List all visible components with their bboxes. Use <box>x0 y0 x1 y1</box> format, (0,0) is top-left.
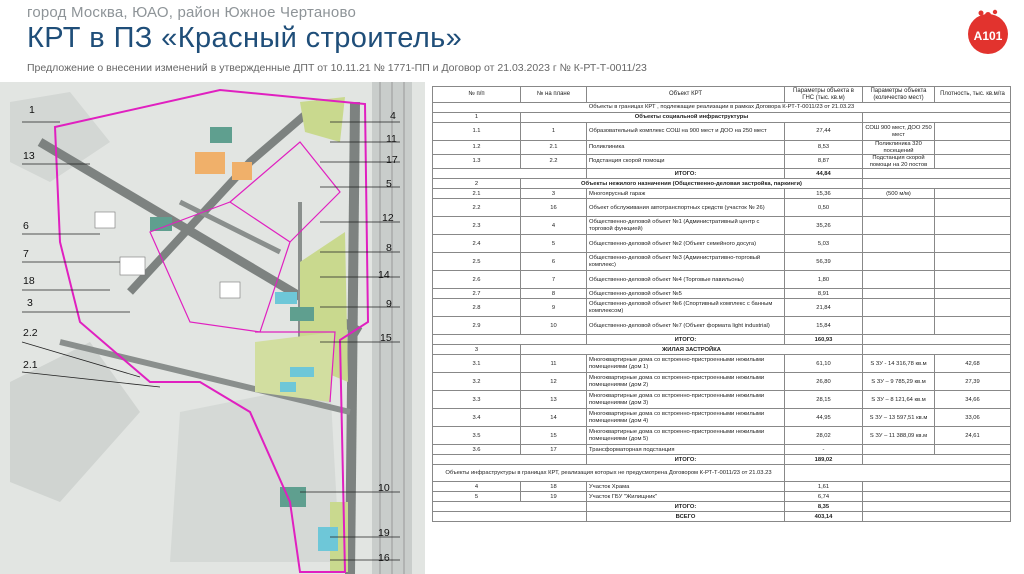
row-number: 5 <box>433 492 521 502</box>
total-value: 8,35 <box>785 502 863 512</box>
row-places: Поликлиника 320 посещений <box>863 141 935 155</box>
row-number: 3.2 <box>433 373 521 391</box>
table-row <box>433 155 1011 169</box>
total-empty-cell <box>433 169 587 179</box>
row-object-name: Многоквартирные дома со встроенно-пристроенными нежилыми помещениями (дом 5) <box>587 427 785 445</box>
row-places: S ЗУ – 13 597,51 кв.м <box>863 409 935 427</box>
map-label-12: 12 <box>382 212 394 224</box>
row-number: 2.6 <box>433 271 521 289</box>
section-empty-cell <box>863 113 1011 123</box>
table-caption-row <box>433 103 1011 113</box>
outside-empty-cell <box>785 465 1011 482</box>
total-label: ИТОГО: <box>587 455 785 465</box>
row-number: 3.1 <box>433 355 521 373</box>
row-object-name: Общественно-деловой объект №7 (Объект формата light industrial) <box>587 317 785 335</box>
row-number: 1.1 <box>433 123 521 141</box>
header-plan-num: № на плане <box>521 87 587 103</box>
row-number: 4 <box>433 482 521 492</box>
row-object-name: Общественно-деловой объект №3 (Административно-торговый комплекс) <box>587 253 785 271</box>
map-label-1: 1 <box>29 104 35 116</box>
row-plan-number: 16 <box>521 199 587 217</box>
row-object-name: Многоярусный гараж <box>587 189 785 199</box>
row-plan-number: 12 <box>521 373 587 391</box>
row-places: S ЗУ – 11 388,09 кв.м <box>863 427 935 445</box>
row-density: 33,06 <box>935 409 1011 427</box>
row-gns-value: 6,74 <box>785 492 863 502</box>
a101-logo <box>965 9 1011 55</box>
map-label-19: 19 <box>378 527 390 539</box>
row-gns-value: 27,44 <box>785 123 863 141</box>
section-total-row <box>433 455 1011 465</box>
row-object-name: Многоквартирные дома со встроенно-пристроенными нежилыми помещениями (дом 2) <box>587 373 785 391</box>
row-gns-value: 15,36 <box>785 189 863 199</box>
row-plan-number: 11 <box>521 355 587 373</box>
map-label-3: 3 <box>27 297 33 309</box>
grand-total-row <box>433 512 1011 522</box>
row-plan-number: 6 <box>521 253 587 271</box>
row-gns-value: 44,95 <box>785 409 863 427</box>
row-gns-value: 8,53 <box>785 141 863 155</box>
total-label: ИТОГО: <box>587 169 785 179</box>
map-label-14: 14 <box>378 269 390 281</box>
row-number: 2.8 <box>433 299 521 317</box>
section-title: Объекты нежилого назначения (Общественно-деловая застройка, паркинги) <box>521 179 863 189</box>
row-plan-number: 13 <box>521 391 587 409</box>
row-number: 1.3 <box>433 155 521 169</box>
section-number: 3 <box>433 345 521 355</box>
location-subtitle: город Москва, ЮАО, район Южное Чертаново <box>27 4 356 21</box>
row-object-name: Общественно-деловой объект №1 (Административный центр с торговой функцией) <box>587 217 785 235</box>
row-density <box>935 189 1011 199</box>
total-value: 160,93 <box>785 335 863 345</box>
row-density: 34,66 <box>935 391 1011 409</box>
map-label-9: 9 <box>386 298 392 310</box>
row-density <box>935 445 1011 455</box>
row-places: S ЗУ - 14 316,78 кв.м <box>863 355 935 373</box>
row-density <box>935 141 1011 155</box>
row-density: 27,39 <box>935 373 1011 391</box>
row-empty-cell <box>863 482 1011 492</box>
row-object-name: Общественно-деловой объект №6 (Спортивный комплекс с банным комплексом) <box>587 299 785 317</box>
row-gns-value: 28,15 <box>785 391 863 409</box>
row-places: (500 м/м) <box>863 189 935 199</box>
row-number: 2.7 <box>433 289 521 299</box>
row-object-name: Подстанция скорой помощи <box>587 155 785 169</box>
row-places: СОШ 900 мест, ДОО 250 мест <box>863 123 935 141</box>
row-places <box>863 199 935 217</box>
row-empty-cell <box>863 492 1011 502</box>
table-row <box>433 373 1011 391</box>
row-object-name: Многоквартирные дома со встроенно-пристроенными нежилыми помещениями (дом 4) <box>587 409 785 427</box>
row-number: 2.5 <box>433 253 521 271</box>
total-label: ИТОГО: <box>587 502 785 512</box>
row-number: 2.1 <box>433 189 521 199</box>
table-row <box>433 289 1011 299</box>
table-row <box>433 189 1011 199</box>
total-value: 189,02 <box>785 455 863 465</box>
row-places <box>863 299 935 317</box>
row-places <box>863 271 935 289</box>
header-num: № п/п <box>433 87 521 103</box>
section-number: 2 <box>433 179 521 189</box>
row-density <box>935 123 1011 141</box>
row-object-name: Многоквартирные дома со встроенно-пристроенными нежилыми помещениями (дом 3) <box>587 391 785 409</box>
section-title: ЖИЛАЯ ЗАСТРОЙКА <box>521 345 863 355</box>
row-number: 3.5 <box>433 427 521 445</box>
site-plan-map <box>0 82 425 574</box>
table-row <box>433 355 1011 373</box>
row-gns-value: 8,87 <box>785 155 863 169</box>
row-plan-number: 9 <box>521 299 587 317</box>
section-empty-cell <box>863 345 1011 355</box>
row-places: S ЗУ – 9 785,29 кв.м <box>863 373 935 391</box>
total-empty-cell <box>433 455 587 465</box>
page-title: КРТ в ПЗ «Красный строитель» <box>27 22 463 54</box>
table-row <box>433 141 1011 155</box>
row-density <box>935 317 1011 335</box>
grand-total-value: 403,14 <box>785 512 863 522</box>
row-density: 42,68 <box>935 355 1011 373</box>
row-object-name: Общественно-деловой объект №4 (Торговые павильоны) <box>587 271 785 289</box>
outside-caption: Объекты инфраструктуры в границах КРТ, реализация которых не предусмотрена Договором К-РТ-Т-0011/23 от 21.03.23 <box>433 465 785 482</box>
row-places: Подстанция скорой помощи на 20 постов <box>863 155 935 169</box>
row-places <box>863 317 935 335</box>
table-row <box>433 482 1011 492</box>
krt-objects-table-container <box>432 86 1010 552</box>
section-header-row <box>433 345 1011 355</box>
table-row <box>433 427 1011 445</box>
row-gns-value: 0,50 <box>785 199 863 217</box>
row-plan-number: 7 <box>521 271 587 289</box>
row-density <box>935 199 1011 217</box>
row-density <box>935 253 1011 271</box>
row-density <box>935 289 1011 299</box>
section-total-row <box>433 335 1011 345</box>
table-row <box>433 217 1011 235</box>
row-density <box>935 155 1011 169</box>
row-gns-value: 56,39 <box>785 253 863 271</box>
map-label-4: 4 <box>390 110 396 122</box>
table-row <box>433 123 1011 141</box>
map-label-7: 7 <box>23 248 29 260</box>
row-density <box>935 235 1011 253</box>
row-plan-number: 14 <box>521 409 587 427</box>
proposal-subtitle: Предложение о внесении изменений в утвержденные ДПТ от 10.11.21 № 1771-ПП и Договор от 21.03.2023 г № К-РТ-Т-0011/23 <box>27 62 647 74</box>
row-number: 1.2 <box>433 141 521 155</box>
table-row <box>433 235 1011 253</box>
total-empty-cell <box>433 502 587 512</box>
row-number: 2.9 <box>433 317 521 335</box>
row-plan-number: 19 <box>521 492 587 502</box>
total-empty-cell <box>433 335 587 345</box>
grand-total-label: ВСЕГО <box>587 512 785 522</box>
table-row <box>433 253 1011 271</box>
row-plan-number: 1 <box>521 123 587 141</box>
row-object-name: Образовательный комплекс СОШ на 900 мест и ДОО на 250 мест <box>587 123 785 141</box>
table-row <box>433 271 1011 289</box>
section-empty-cell <box>863 179 1011 189</box>
row-gns-value: 15,84 <box>785 317 863 335</box>
row-plan-number: 10 <box>521 317 587 335</box>
header-gns: Параметры объекта в ГНС (тыс. кв.м) <box>785 87 863 103</box>
row-object-name: Объект обслуживания автотранспортных средств (участок № 26) <box>587 199 785 217</box>
row-gns-value: 26,80 <box>785 373 863 391</box>
row-places <box>863 217 935 235</box>
row-gns-value: 5,03 <box>785 235 863 253</box>
row-places <box>863 235 935 253</box>
header-object: Объект КРТ <box>587 87 785 103</box>
row-places <box>863 445 935 455</box>
row-places <box>863 289 935 299</box>
row-plan-number: 2.1 <box>521 141 587 155</box>
row-object-name: Поликлиника <box>587 141 785 155</box>
section-total-row <box>433 169 1011 179</box>
row-number: 3.6 <box>433 445 521 455</box>
row-plan-number: 15 <box>521 427 587 445</box>
row-object-name: Многоквартирные дома со встроенно-пристроенными нежилыми помещениями (дом 1) <box>587 355 785 373</box>
row-number: 2.3 <box>433 217 521 235</box>
table-row <box>433 317 1011 335</box>
row-gns-value: 61,10 <box>785 355 863 373</box>
outside-caption-row <box>433 465 1011 482</box>
site-plan-drawing <box>0 82 425 574</box>
map-label-13: 13 <box>23 150 35 162</box>
row-number: 2.4 <box>433 235 521 253</box>
row-object-name: Трансформаторная подстанция <box>587 445 785 455</box>
map-label-18: 18 <box>23 275 35 287</box>
table-row <box>433 409 1011 427</box>
row-gns-value: 35,26 <box>785 217 863 235</box>
row-gns-value: 8,91 <box>785 289 863 299</box>
row-density <box>935 217 1011 235</box>
section-header-row <box>433 113 1011 123</box>
header-density: Плотность, тыс. кв.м/га <box>935 87 1011 103</box>
map-label-11: 11 <box>386 133 397 145</box>
row-plan-number: 5 <box>521 235 587 253</box>
map-label-8: 8 <box>386 242 392 254</box>
row-plan-number: 3 <box>521 189 587 199</box>
total-empty-cell <box>433 512 587 522</box>
row-places <box>863 253 935 271</box>
table-row <box>433 391 1011 409</box>
row-gns-value: 1,80 <box>785 271 863 289</box>
map-label-16: 16 <box>378 552 390 564</box>
map-label-2-2: 2.2 <box>23 327 38 339</box>
row-density <box>935 299 1011 317</box>
total-label: ИТОГО: <box>587 335 785 345</box>
row-plan-number: 2.2 <box>521 155 587 169</box>
section-number: 1 <box>433 113 521 123</box>
row-places: S ЗУ – 8 121,64 кв.м <box>863 391 935 409</box>
row-plan-number: 8 <box>521 289 587 299</box>
row-gns-value: 1,61 <box>785 482 863 492</box>
table-row <box>433 199 1011 217</box>
row-gns-value: 21,84 <box>785 299 863 317</box>
total-empty-cell <box>863 169 1011 179</box>
row-plan-number: 17 <box>521 445 587 455</box>
row-density: 24,61 <box>935 427 1011 445</box>
total-value: 44,84 <box>785 169 863 179</box>
row-object-name: Общественно-деловой объект №2 (Объект семейного досуга) <box>587 235 785 253</box>
total-empty-cell <box>863 502 1011 512</box>
table-header-row <box>433 87 1011 103</box>
table-row <box>433 492 1011 502</box>
outside-total-row <box>433 502 1011 512</box>
table-row <box>433 445 1011 455</box>
section-title: Объекты социальной инфраструктуры <box>521 113 863 123</box>
row-gns-value: 28,02 <box>785 427 863 445</box>
row-gns-value: - <box>785 445 863 455</box>
krt-objects-table <box>432 86 1011 522</box>
row-number: 3.3 <box>433 391 521 409</box>
table-body <box>433 103 1011 522</box>
total-empty-cell <box>863 455 1011 465</box>
row-object-name: Участок Храма <box>587 482 785 492</box>
row-density <box>935 271 1011 289</box>
row-number: 2.2 <box>433 199 521 217</box>
map-label-15: 15 <box>380 332 392 344</box>
logo-text: A101 <box>973 29 1003 43</box>
total-empty-cell <box>863 335 1011 345</box>
table-row <box>433 299 1011 317</box>
row-object-name: Общественно-деловой объект №5 <box>587 289 785 299</box>
row-object-name: Участок ГБУ "Жилищник" <box>587 492 785 502</box>
row-number: 3.4 <box>433 409 521 427</box>
header-places: Параметры объекта (количество мест) <box>863 87 935 103</box>
map-label-17: 17 <box>386 154 398 166</box>
section-header-row <box>433 179 1011 189</box>
map-label-6: 6 <box>23 220 29 232</box>
row-plan-number: 18 <box>521 482 587 492</box>
map-label-10: 10 <box>378 482 390 494</box>
table-caption: Объекты в границах КРТ , подлежащие реализации в рамках Договора К-РТ-Т-0011/23 от 21.03.23 <box>433 103 1011 113</box>
map-label-2-1: 2.1 <box>23 359 38 371</box>
total-empty-cell <box>863 512 1011 522</box>
row-plan-number: 4 <box>521 217 587 235</box>
map-label-5: 5 <box>386 178 392 190</box>
